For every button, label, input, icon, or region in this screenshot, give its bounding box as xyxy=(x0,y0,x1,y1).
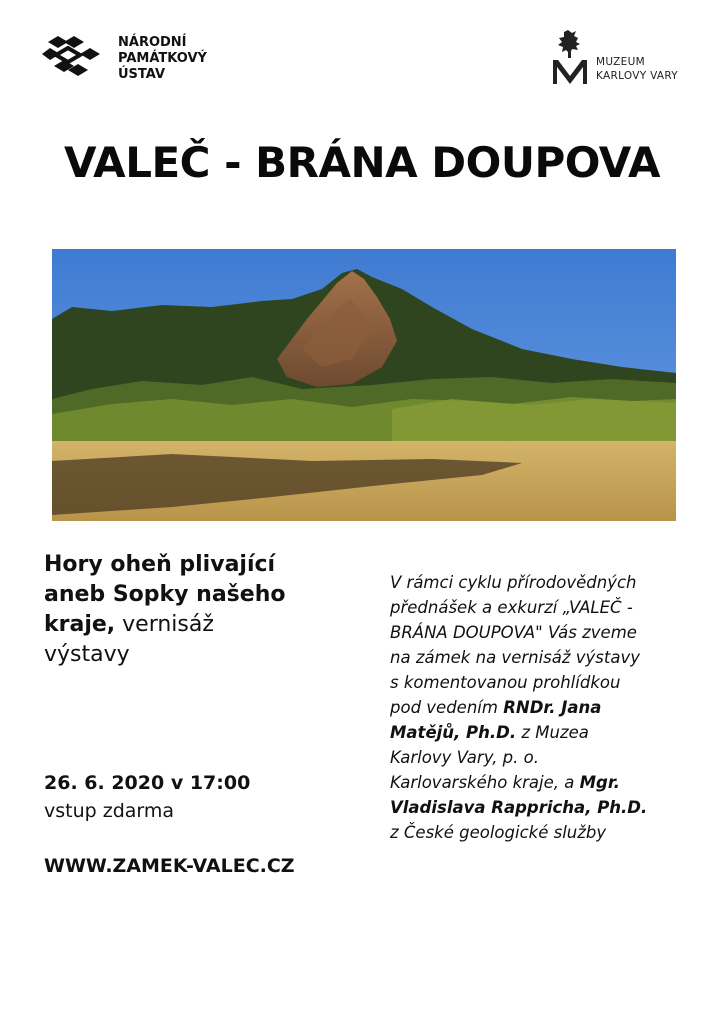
description-line-10-bold: Vladislava Rappricha, Ph.D. xyxy=(390,798,648,817)
description-line-7 xyxy=(390,720,690,745)
subtitle-bold-2: aneb Sopky našeho xyxy=(44,582,286,607)
npu-line-3: ÚSTAV xyxy=(118,67,166,82)
description-line-5: s komentovanou prohlídkou xyxy=(390,673,621,692)
description-line-3: BRÁNA DOUPOVA" Vás zveme xyxy=(390,623,637,642)
exhibition-subtitle xyxy=(44,550,344,670)
description-line-11: z České geologické služby xyxy=(390,823,607,842)
subtitle-bold-3: kraje, xyxy=(44,612,116,637)
muzeum-line-1: MUZEUM xyxy=(596,56,645,68)
description-line-7a: Matějů, Ph.D. xyxy=(390,723,517,742)
lion-m-logo xyxy=(550,30,590,86)
muzeum-logo-text xyxy=(596,55,678,83)
subtitle-normal-3: vernisáž xyxy=(115,612,214,637)
muzeum-line-2: KARLOVY VARY xyxy=(596,70,679,82)
npu-logo-text xyxy=(118,35,207,83)
event-description xyxy=(390,570,690,845)
description-line-6b: RNDr. Jana xyxy=(503,698,602,717)
description-line-9a: Karlovarského kraje, a xyxy=(390,773,580,792)
description-line-8: Karlovy Vary, p. o. xyxy=(390,748,539,767)
description-line-6 xyxy=(390,695,690,720)
event-datetime: 26. 6. 2020 v 17:00 xyxy=(44,772,251,794)
description-line-10 xyxy=(390,795,690,820)
event-website-link[interactable]: WWW.ZAMEK-VALEC.CZ xyxy=(44,855,295,877)
npu-diamond-logo xyxy=(40,34,106,78)
subtitle-bold-1: Hory oheň plivající xyxy=(44,552,276,577)
description-line-9b: Mgr. xyxy=(579,773,620,792)
description-line-4: na zámek na vernisáž výstavy xyxy=(390,648,641,667)
description-line-9 xyxy=(390,770,690,795)
npu-line-1: NÁRODNÍ xyxy=(118,35,187,50)
description-line-1: V rámci cyklu přírodovědných xyxy=(390,573,637,592)
landscape-photo xyxy=(52,249,676,521)
description-line-7b: z Muzea xyxy=(516,723,589,742)
description-line-6a: pod vedením xyxy=(390,698,504,717)
event-entry: vstup zdarma xyxy=(44,800,175,822)
poster-title: VALEČ - BRÁNA DOUPOVA xyxy=(64,138,660,187)
subtitle-normal-4: výstavy xyxy=(44,642,130,667)
npu-line-2: PAMÁTKOVÝ xyxy=(118,51,207,66)
description-line-2: přednášek a exkurzí „VALEČ - xyxy=(390,598,633,617)
